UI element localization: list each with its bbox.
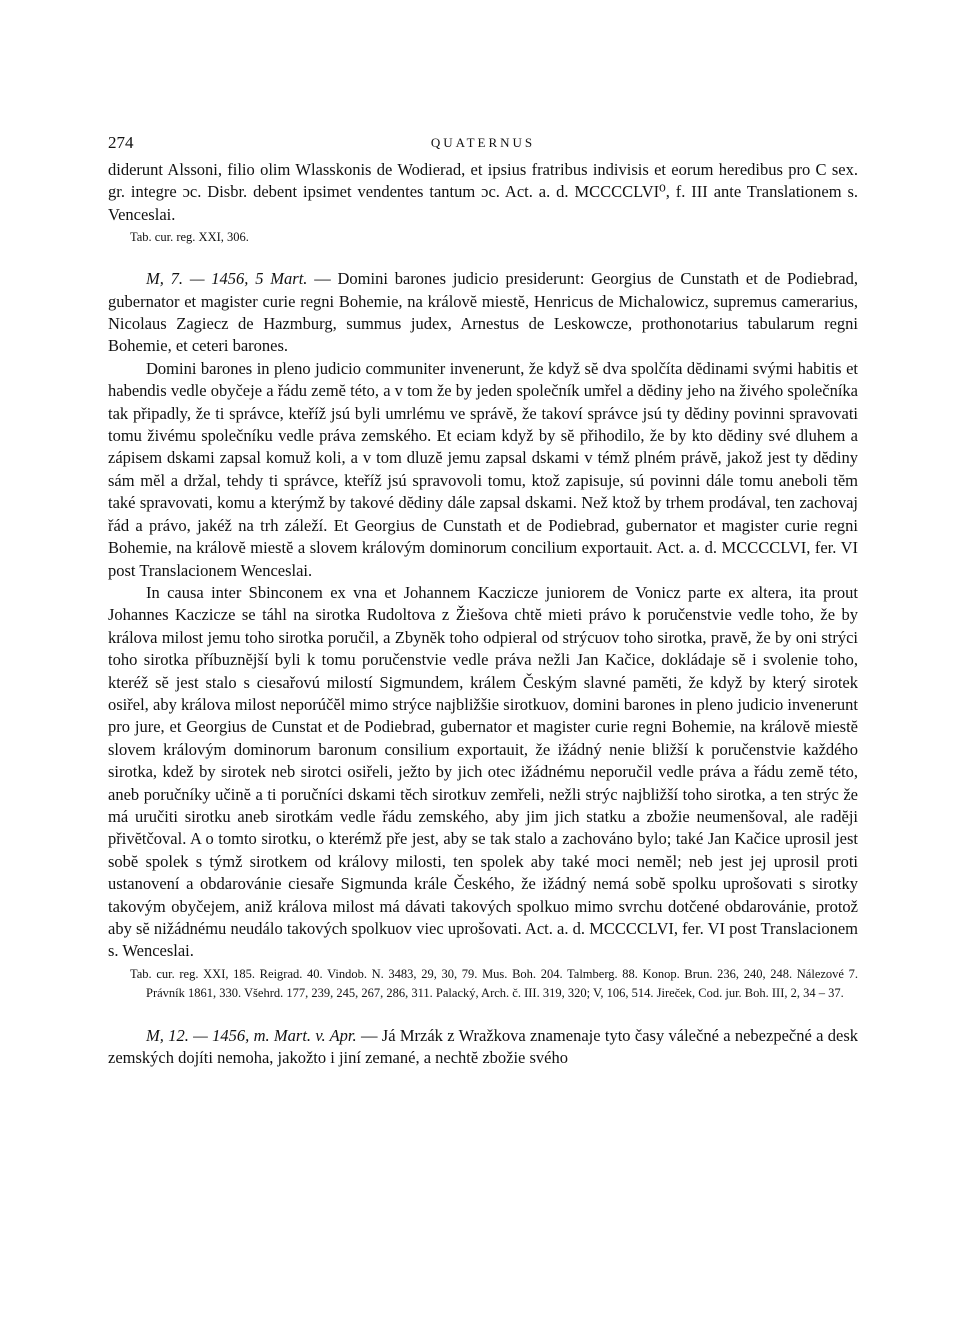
source-note: Tab. cur. reg. XXI, 306. bbox=[130, 230, 249, 245]
running-head: QUATERNUS bbox=[430, 135, 536, 150]
entry-paragraph bbox=[108, 1025, 858, 1070]
entry-paragraph: In causa inter Sbinconem ex vna et Johannem Kaczicze juniorem de Vonicz parte ex altera, ita prout Johannes Kaczicze se táhl na sirotka Rudoltova z Žiešova chtĕ mieti právo k poručenstvie vedle toho, že by králova milost jemu toho sirotka poručil, a Zbynĕk toho odpieral od strýcuov toho sirotka, pravĕ, že by oni strýci toho sirotka příbuznĕjší byli k tomu poručenstvie vedle práva nežli Jan Kačice, dokládaje sĕ i svolenie toho, kteréž sĕ jest stalo s ciesařovú milostí Sigmundem, králem Českým slavné pamĕti, že když by který sirotek osiřel, aby králova milost neporúčĕl mimo strýce najbližšie sirotkuov, domini barones in pleno judicio invenerunt pro jure, et Georgius de Cunstat et de Podiebrad, gubernator et magister curie regni Bohemie, na královĕ miestĕ slovem královým dominorum baronum consilium exportauit, že ižádný nenie bližší k poručenstvie každého sirotka, kdež by sirotek neb sirotci osiřeli, ježto by jich otec ižádnému neporučil vedle práva a řádu zemĕ této, aneb poručníky učinĕ a ti poručníci dskami tĕch sirotkuv zemřeli, nežli strýc najbližší toho sirotka, a ten strýc že má uručiti sirotku aneb sirotkám vedle řádu zemského, aby jim jich statku a zbožie neumenšoval, ale radĕji přivĕtčoval. A o tomto sirotku, o kterémž pře jest, aby se tak stalo a zachováno bylo; také Jan Kačice uprosil jest sobĕ spolek s týmž sirotkem od královy milosti, ten spolek aby také moci nemĕl; neb jest jej uprosil proti ustanovení a obdarovánie ciesaře Sigmunda krále Českého, že ižádný nemá sobĕ spolku uprošovati s sirotky takovým obyčejem, aniž králova milost má dávati takových spolkuo mimo svrchu dotčené obdarovánie, protož aby sĕ nižádnému neudálo takových spolkuov viec uprošovati. Act. a. d. MCCCCLVI, fer. VI post Translacionem s. Wenceslai. bbox=[108, 582, 858, 961]
entry-paragraph bbox=[108, 268, 858, 358]
page-number: 274 bbox=[108, 133, 134, 152]
page-header bbox=[108, 133, 858, 159]
entry-paragraph-text: — Já Mrzák z Wražkova znamenaje tyto časy válečné a nebezpečné a desk zemských dojíti nemoha, jakožto i jiní zemané, a nechtĕ zbožie svého bbox=[108, 1025, 858, 1068]
entry-heading: M, 7. — 1456, 5 Mart. bbox=[146, 269, 308, 289]
entry-paragraph-text: — Domini barones judicio presiderunt: Georgius de Cunstath et de Podiebrad, gubernator et magister curie regni Bohemie, na královĕ miestĕ, Henricus de Michalowicz, supremus camerarius, Nicolaus Zagiecz de Hazmburg, summus judex, Arnestus de Leskowcze, prothonotarius tabularum regni Bohemie, et ceteri barones. bbox=[108, 269, 859, 356]
document-page bbox=[108, 133, 858, 1070]
entry-heading: M, 12. — 1456, m. Mart. v. Apr. bbox=[146, 1025, 357, 1045]
source-note: Tab. cur. reg. XXI, 185. Reigrad. 40. Vindob. N. 3483, 29, 30, 79. Mus. Boh. 204. Talmberg. 88. Konop. Brun. 236, 240, 248. Nálezové 7. Právník 1861, 330. Všehrd. 177, 239, 245, 267, 286, 311. Palacký, Arch. č. III. 319, 320; V, 106, 514. Jireček, Cod. jur. Boh. III, 2, 34 – 37. bbox=[130, 966, 858, 1000]
entry-paragraph: Domini barones in pleno judicio communiter invenerunt, že když sĕ dva spolčíta dĕdinami svými habitis et habendis vedle obyčeje a řádu zemĕ této, a v tom že by jeden společník umřel a dĕdiny jeho na živého společníka tak připadly, že ti správce, kteříž jsú byli umrlému ve správĕ, že takoví správce jsú ty dĕdiny povinni spravovati tomu živému společníku vedle práva zemského. Et eciam když by sĕ přihodilo, že by kto dĕdiny své dluhem a zápisem dskami zapsal komuž koli, a v tom dluzĕ jemu zapsal dskami v témž plném právĕ, jakož jest ty dĕdiny sám mĕl a držal, tehdy ti správce, kteříž jsú spravovoli tomu, ktož zapisuje, sú povinni dále tomu aneboli tĕm také spravovati, komu a kterýmž by takové dĕdiny dále zapsal dskami. Než ktož by trhem prodával, ten zachovaj řád a právo, jakéž na trh záleží. Et Georgius de Cunstath et de Podiebrad, gubernator et magister curie regni Bohemie, na královĕ miestĕ a slovem královým dominorum concilium exportauit. Act. a. d. MCCCCLVI, fer. VI post Translacionem Wenceslai. bbox=[108, 358, 858, 580]
entry-continuation-text: diderunt Alssoni, filio olim Wlasskonis de Wodierad, et ipsius fratribus indivisis et eorum heredibus pro C sex. gr. integre ɔc. Disbr. debent ipsimet vendentes tantum ɔc. Act. a. d. MCCCCLVI⁰, f. III ante Translationem s. Venceslai. bbox=[108, 160, 858, 224]
